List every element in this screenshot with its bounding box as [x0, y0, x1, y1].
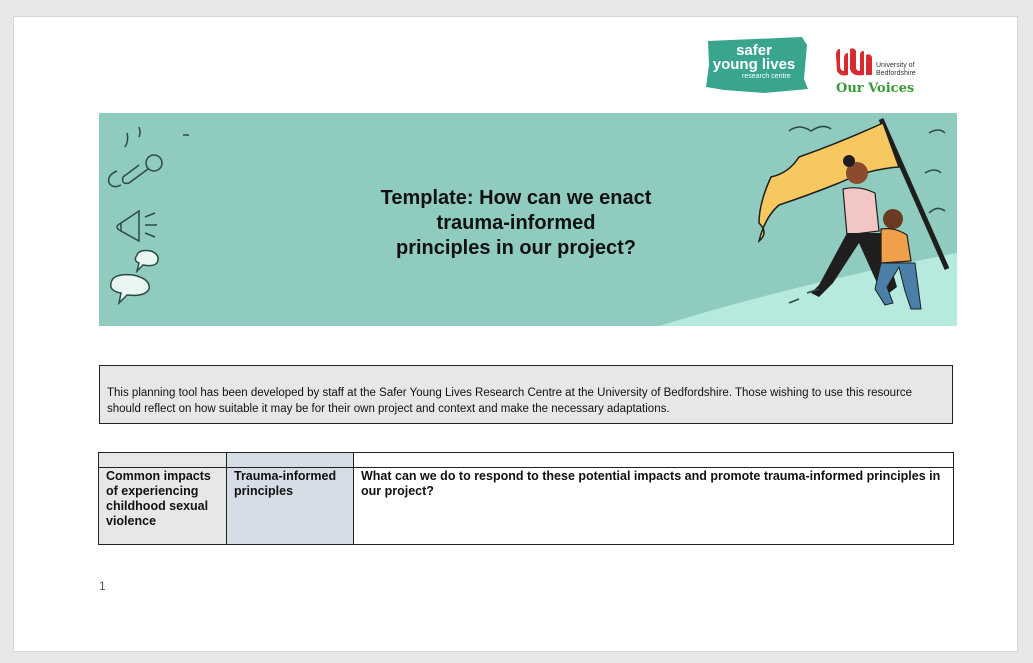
megaphone-icon	[121, 211, 139, 241]
table-cell[interactable]	[354, 453, 954, 468]
banner-title-line: principles in our project?	[395, 237, 637, 259]
header-responses[interactable]: What can we do to respond to these potential impacts and promote trauma-informed principles in our project?	[354, 468, 954, 545]
banner-title	[349, 186, 683, 261]
university-name-line2: Bedfordshire	[876, 70, 916, 77]
header-banner	[99, 113, 957, 326]
logo-text-safer: safer	[736, 42, 772, 59]
banner-title-line: trauma-informed	[436, 212, 596, 234]
microphone-icon	[146, 155, 162, 171]
banner-title-line: Template: How can we enact	[380, 187, 652, 209]
disclaimer-box: This planning tool has been developed by staff at the Safer Young Lives Research Centre at the University of Bedfordshire. Those wishing to use this resource should reflect on how suitable it may be for their own project and context and make the necessary adaptations.	[99, 365, 953, 424]
university-logo	[834, 43, 924, 99]
table-row	[99, 453, 954, 468]
table-row	[99, 468, 954, 545]
logo-text-research-centre: research centre	[742, 73, 791, 80]
speech-bubble-icon	[111, 275, 149, 303]
table-cell[interactable]	[227, 453, 354, 468]
university-name-line1: University of	[876, 62, 915, 69]
document-page	[13, 16, 1018, 652]
our-voices-tagline: Our Voices	[836, 81, 915, 96]
page-number: 1	[99, 579, 106, 593]
header-principles[interactable]	[227, 468, 354, 545]
header-principles-label: Trauma-informed principles	[234, 469, 337, 498]
university-emblem-icon	[834, 45, 874, 79]
safer-young-lives-logo	[704, 35, 810, 93]
logo-text-young-lives: young lives	[712, 56, 796, 73]
table-cell[interactable]	[99, 453, 227, 468]
planning-table	[98, 452, 954, 545]
header-impacts[interactable]: Common impacts of experiencing childhood sexual violence	[99, 468, 227, 545]
speech-bubble-icon	[135, 251, 158, 272]
